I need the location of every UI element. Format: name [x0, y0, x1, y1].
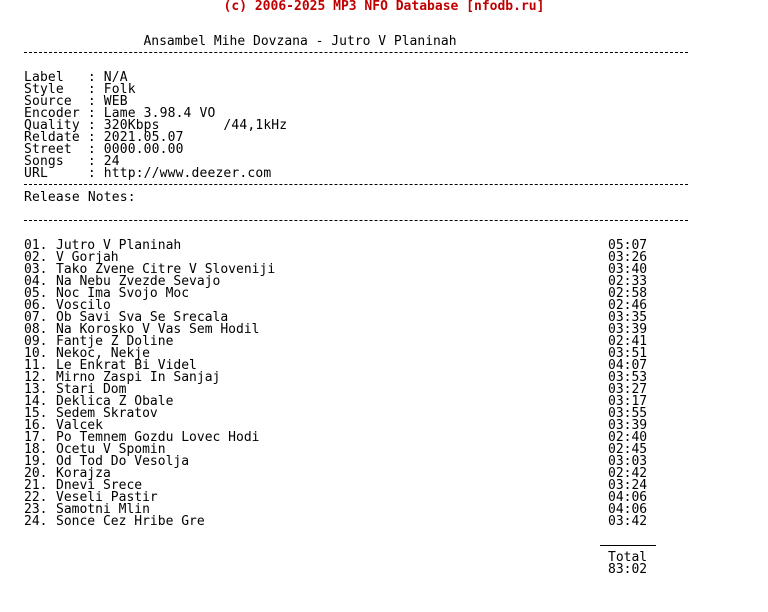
track-title: Po Temnem Gozdu Lovec Hodi — [56, 430, 260, 445]
track-duration: 03:27 — [608, 382, 648, 397]
track-duration: 03:26 — [608, 250, 648, 265]
track-duration: 03:03 — [608, 454, 648, 469]
track-number: 12. — [24, 370, 48, 385]
info-value[interactable]: http://www.deezer.com — [103, 166, 272, 181]
info-value: N/A — [103, 70, 128, 85]
track-number: 10. — [24, 346, 48, 361]
info-value: 320Kbps /44,1kHz — [103, 118, 288, 133]
track-duration: 02:46 — [608, 298, 648, 313]
track-duration: 02:58 — [608, 286, 648, 301]
track-duration: 03:51 — [608, 346, 648, 361]
track-duration: 04:06 — [608, 490, 648, 505]
track-number: 14. — [24, 394, 48, 409]
site-banner[interactable]: (c) 2006-2025 MP3 NFO Database [nfodb.ru] — [223, 0, 545, 14]
track-title: Jutro V Planinah — [56, 238, 182, 253]
track-number: 20. — [24, 466, 48, 481]
track-title: Valcek — [56, 418, 103, 433]
info-key: Source — [24, 94, 72, 109]
track-duration: 05:07 — [608, 238, 648, 253]
track-number: 07. — [24, 310, 48, 325]
track-number: 08. — [24, 322, 48, 337]
info-separator: : — [79, 118, 104, 133]
info-value: Folk — [103, 82, 136, 97]
track-number: 22. — [24, 490, 48, 505]
track-duration: 02:40 — [608, 430, 648, 445]
track-number: 19. — [24, 454, 48, 469]
track-duration: 03:24 — [608, 478, 648, 493]
album-title: Ansambel Mihe Dovzana - Jutro V Planinah — [143, 34, 457, 49]
track-number: 16. — [24, 418, 48, 433]
track-number: 18. — [24, 442, 48, 457]
track-number: 24. — [24, 514, 48, 529]
track-row — [24, 456, 652, 468]
track-duration: 03:35 — [608, 310, 648, 325]
track-title: V Gorjah — [56, 250, 119, 265]
track-title: Korajza — [56, 466, 111, 481]
track-duration: 02:33 — [608, 274, 648, 289]
track-number: 15. — [24, 406, 48, 421]
total-value: 83:02 — [608, 562, 648, 577]
track-row — [24, 408, 652, 420]
total-label: Total — [608, 550, 648, 565]
info-separator: : — [47, 166, 104, 181]
info-separator: : — [79, 106, 104, 121]
track-duration: 03:55 — [608, 406, 648, 421]
track-number: 13. — [24, 382, 48, 397]
track-title: Na Nebu Zvezde Sevajo — [56, 274, 221, 289]
track-duration: 03:17 — [608, 394, 648, 409]
divider-after-info — [24, 184, 688, 185]
info-value: 0000.00.00 — [103, 142, 184, 157]
track-number: 03. — [24, 262, 48, 277]
track-row — [24, 516, 652, 528]
track-duration: 04:06 — [608, 502, 648, 517]
track-duration: 02:41 — [608, 334, 648, 349]
info-value: Lame 3.98.4 VO — [103, 106, 216, 121]
track-title: Dnevi Srece — [56, 478, 143, 493]
track-title: Tako Zvene Citre V Sloveniji — [56, 262, 276, 277]
track-title: Le Enkrat Bi Videl — [56, 358, 197, 373]
track-duration: 02:42 — [608, 466, 648, 481]
track-number: 21. — [24, 478, 48, 493]
track-title: Deklica Z Obale — [56, 394, 174, 409]
info-key: Street — [24, 142, 72, 157]
track-duration: 03:39 — [608, 418, 648, 433]
track-title: Stari Dom — [56, 382, 127, 397]
info-separator: : — [63, 70, 104, 85]
info-value: 24 — [103, 154, 120, 169]
track-title: Sedem Skratov — [56, 406, 158, 421]
info-value: WEB — [103, 94, 128, 109]
track-number: 23. — [24, 502, 48, 517]
info-separator: : — [63, 82, 104, 97]
info-value: 2021.05.07 — [103, 130, 184, 145]
track-title: Mirno Zaspi In Sanjaj — [56, 370, 221, 385]
divider-after-notes — [24, 220, 688, 221]
release-notes-label: Release Notes: — [24, 190, 136, 205]
track-number: 02. — [24, 250, 48, 265]
track-title: Nekoc, Nekje — [56, 346, 150, 361]
track-number: 01. — [24, 238, 48, 253]
track-title: Veseli Pastir — [56, 490, 158, 505]
track-duration: 03:53 — [608, 370, 648, 385]
track-title: Sonce Cez Hribe Gre — [56, 514, 205, 529]
track-title: Na Korosko V Vas Sem Hodil — [56, 322, 260, 337]
info-key: Encoder — [24, 106, 80, 121]
track-duration: 03:42 — [608, 514, 648, 529]
track-title: Od Tod Do Vesolja — [56, 454, 190, 469]
divider-top — [24, 52, 688, 53]
info-key: Reldate — [24, 130, 80, 145]
track-duration: 03:40 — [608, 262, 648, 277]
track-duration: 03:39 — [608, 322, 648, 337]
total-divider — [600, 545, 656, 546]
track-number: 17. — [24, 430, 48, 445]
track-title: Noc Ima Svojo Moc — [56, 286, 190, 301]
info-key: URL — [24, 166, 48, 181]
info-row-url — [24, 168, 271, 180]
info-separator: : — [71, 94, 104, 109]
info-separator: : — [79, 130, 104, 145]
info-separator: : — [63, 154, 104, 169]
track-number: 09. — [24, 334, 48, 349]
info-key: Songs — [24, 154, 64, 169]
track-number: 06. — [24, 298, 48, 313]
track-title: Ob Savi Sva Se Srecala — [56, 310, 229, 325]
info-key: Quality — [24, 118, 80, 133]
info-key: Style — [24, 82, 64, 97]
track-number: 04. — [24, 274, 48, 289]
track-duration: 04:07 — [608, 358, 648, 373]
track-title: Fantje Z Doline — [56, 334, 174, 349]
info-separator: : — [71, 142, 104, 157]
track-title: Voscilo — [56, 298, 111, 313]
track-row — [24, 288, 652, 300]
track-number: 11. — [24, 358, 48, 373]
info-key: Label — [24, 70, 64, 85]
track-duration: 02:45 — [608, 442, 648, 457]
track-title: Ocetu V Spomin — [56, 442, 166, 457]
track-title: Samotni Mlin — [56, 502, 150, 517]
track-number: 05. — [24, 286, 48, 301]
